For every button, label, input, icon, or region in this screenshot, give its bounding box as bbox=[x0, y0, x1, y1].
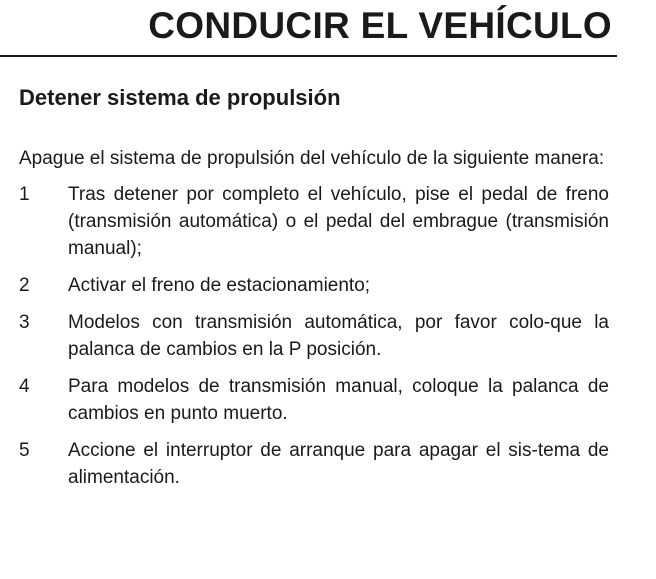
step-text: Para modelos de transmisión manual, coloque la palanca de cambios en punto muerto. bbox=[68, 376, 609, 424]
step-number: 3 bbox=[19, 312, 30, 333]
step-text: Activar el freno de estacionamiento; bbox=[68, 275, 371, 296]
steps-list bbox=[19, 181, 609, 491]
step-number: 2 bbox=[19, 275, 30, 296]
chapter-title: CONDUCIR EL VEHÍCULO bbox=[148, 5, 612, 46]
step-text: Accione el interruptor de arranque para apagar el sis-tema de alimentación. bbox=[68, 440, 609, 488]
step-number: 1 bbox=[19, 184, 30, 205]
step-number: 5 bbox=[19, 440, 30, 461]
section-content bbox=[19, 145, 609, 501]
step-text: Modelos con transmisión automática, por favor colo-que la palanca de cambios en la P posición. bbox=[68, 312, 609, 360]
section-title: Detener sistema de propulsión bbox=[19, 85, 341, 110]
step-item bbox=[19, 437, 609, 491]
intro-paragraph: Apague el sistema de propulsión del vehículo de la siguiente manera: bbox=[19, 148, 605, 169]
step-text: Tras detener por completo el vehículo, pise el pedal de freno (transmisión automática) o el pedal del embrague (transmisión manual); bbox=[68, 184, 609, 259]
step-item bbox=[19, 309, 609, 363]
step-item bbox=[19, 181, 609, 262]
step-item bbox=[19, 373, 609, 427]
step-item bbox=[19, 272, 609, 299]
header-rule bbox=[0, 55, 617, 57]
step-number: 4 bbox=[19, 376, 30, 397]
